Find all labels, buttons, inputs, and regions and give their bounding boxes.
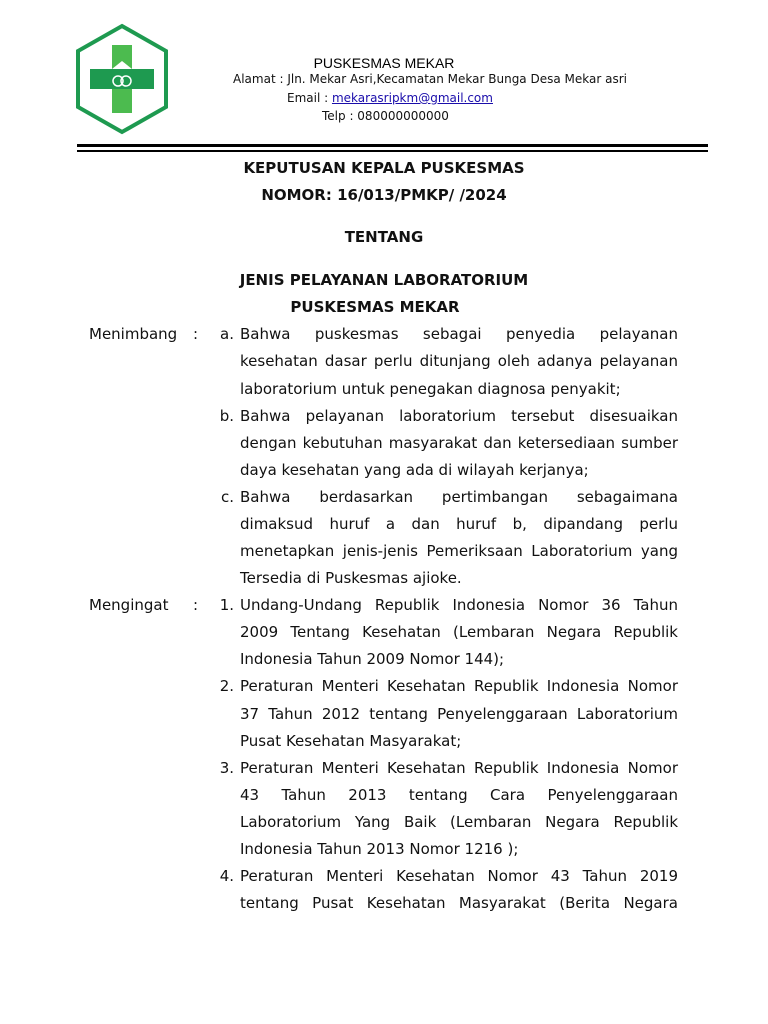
mengingat-label: Mengingat xyxy=(89,596,169,614)
subject-line-2: PUSKESMAS MEKAR xyxy=(290,298,460,316)
mengingat-4-line: tentang Pusat Kesehatan Masyarakat (Berita Negara xyxy=(240,894,678,912)
tentang-heading: TENTANG xyxy=(344,228,424,246)
org-address: Alamat : Jln. Mekar Asri,Kecamatan Mekar Bunga Desa Mekar asri xyxy=(233,72,627,86)
decree-number: NOMOR: 16/013/PMKP/ /2024 xyxy=(261,186,507,204)
mengingat-3-line: 43 Tahun 2013 tentang Cara Penyelenggaraan xyxy=(240,786,678,804)
mengingat-3-line: Laboratorium Yang Baik (Lembaran Negara Republik xyxy=(240,813,678,831)
mengingat-marker-3: 3. xyxy=(219,759,234,777)
puskesmas-logo xyxy=(74,23,170,135)
mengingat-3-line: Indonesia Tahun 2013 Nomor 1216 ); xyxy=(240,840,519,858)
menimbang-a-line: Bahwa puskesmas sebagai penyedia pelayanan xyxy=(240,325,678,343)
menimbang-marker-a: a. xyxy=(220,325,234,343)
menimbang-marker-c: c. xyxy=(220,488,234,506)
menimbang-c-line: dimaksud huruf a dan huruf b, dipandang perlu xyxy=(240,515,678,533)
menimbang-c-line: Bahwa berdasarkan pertimbangan sebagaimana xyxy=(240,488,678,506)
menimbang-a-line: laboratorium untuk penegakan diagnosa penyakit; xyxy=(240,380,621,398)
org-name: PUSKESMAS MEKAR xyxy=(313,55,455,71)
mengingat-4-line: Peraturan Menteri Kesehatan Nomor 43 Tahun 2019 xyxy=(240,867,678,885)
mengingat-3-line: Peraturan Menteri Kesehatan Republik Indonesia Nomor xyxy=(240,759,678,777)
mengingat-2-line: Pusat Kesehatan Masyarakat; xyxy=(240,732,462,750)
email-label: Email : xyxy=(287,91,332,105)
menimbang-c-line: Tersedia di Puskesmas ajioke. xyxy=(240,569,462,587)
mengingat-marker-1: 1. xyxy=(219,596,234,614)
mengingat-2-line: Peraturan Menteri Kesehatan Republik Indonesia Nomor xyxy=(240,677,678,695)
menimbang-label: Menimbang xyxy=(89,325,178,343)
mengingat-1-line: Undang-Undang Republik Indonesia Nomor 36 Tahun xyxy=(240,596,678,614)
org-phone: Telp : 080000000000 xyxy=(322,109,449,123)
menimbang-marker-b: b. xyxy=(219,407,234,425)
menimbang-b-line: daya kesehatan yang ada di wilayah kerjanya; xyxy=(240,461,589,479)
decree-title: KEPUTUSAN KEPALA PUSKESMAS xyxy=(243,159,525,177)
email-link[interactable]: mekarasripkm@gmail.com xyxy=(331,91,493,105)
mengingat-1-line: Indonesia Tahun 2009 Nomor 144); xyxy=(240,650,505,668)
mengingat-marker-2: 2. xyxy=(219,677,234,695)
org-email-line xyxy=(287,91,493,105)
menimbang-b-line: dengan kebutuhan masyarakat dan ketersediaan sumber xyxy=(240,434,678,452)
header-divider-thin xyxy=(77,150,708,152)
mengingat-marker-4: 4. xyxy=(219,867,234,885)
header-divider-thick xyxy=(77,144,708,147)
mengingat-1-line: 2009 Tentang Kesehatan (Lembaran Negara Republik xyxy=(240,623,678,641)
menimbang-a-line: kesehatan dasar perlu ditunjang oleh adanya pelayanan xyxy=(240,352,678,370)
menimbang-c-line: menetapkan jenis-jenis Pemeriksaan Laboratorium yang xyxy=(240,542,678,560)
mengingat-2-line: 37 Tahun 2012 tentang Penyelenggaraan Laboratorium xyxy=(240,705,678,723)
mengingat-colon: : xyxy=(193,596,199,614)
subject-line-1: JENIS PELAYANAN LABORATORIUM xyxy=(239,271,529,289)
menimbang-colon: : xyxy=(193,325,199,343)
menimbang-b-line: Bahwa pelayanan laboratorium tersebut disesuaikan xyxy=(240,407,678,425)
